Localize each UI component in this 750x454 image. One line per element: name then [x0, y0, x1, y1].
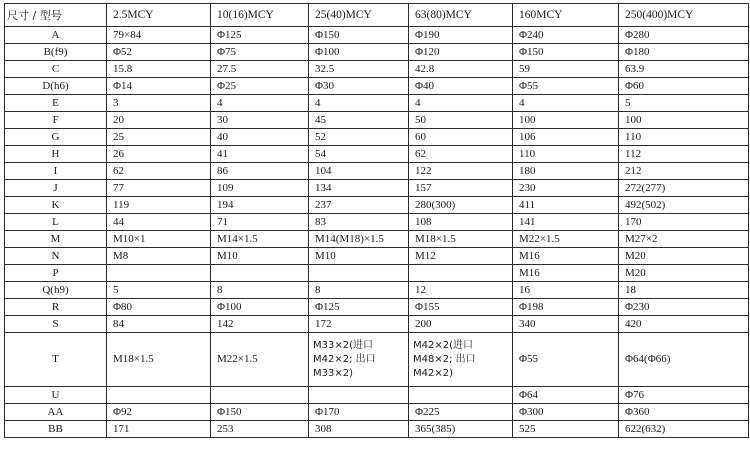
table-cell: 27.5: [211, 61, 309, 78]
table-row: [5, 248, 749, 265]
table-cell: 171: [107, 421, 211, 438]
table-cell: 106: [513, 129, 619, 146]
table-cell: 411: [513, 197, 619, 214]
table-row: [5, 282, 749, 299]
table-cell: [107, 387, 211, 404]
row-label: D(h6): [5, 78, 107, 95]
table-row: [5, 78, 749, 95]
table-cell: 63.9: [619, 61, 749, 78]
table-row: [5, 112, 749, 129]
table-row: [5, 231, 749, 248]
table-cell: 200: [409, 316, 513, 333]
table-cell: 142: [211, 316, 309, 333]
row-label: E: [5, 95, 107, 112]
table-cell: Φ150: [513, 44, 619, 61]
dimension-table: [4, 3, 749, 438]
table-cell: 42.8: [409, 61, 513, 78]
table-cell: 3: [107, 95, 211, 112]
table-row: [5, 404, 749, 421]
table-cell: 60: [409, 129, 513, 146]
table-cell: 112: [619, 146, 749, 163]
table-cell: 50: [409, 112, 513, 129]
model-header: 160MCY: [513, 4, 619, 27]
table-cell: M14×1.5: [211, 231, 309, 248]
table-cell: 71: [211, 214, 309, 231]
table-cell: M14(M18)×1.5: [309, 231, 409, 248]
table-cell: Φ225: [409, 404, 513, 421]
table-cell: 253: [211, 421, 309, 438]
table-cell: M33×2(进口 M42×2; 出口 M33×2): [309, 333, 409, 387]
table-cell: 272(277): [619, 180, 749, 197]
table-cell: 134: [309, 180, 409, 197]
table-cell: Φ55: [513, 78, 619, 95]
table-row: [5, 333, 749, 387]
table-cell: Φ280: [619, 27, 749, 44]
row-label: P: [5, 265, 107, 282]
table-cell: 15.8: [107, 61, 211, 78]
model-header: 63(80)MCY: [409, 4, 513, 27]
table-cell: 340: [513, 316, 619, 333]
row-label: G: [5, 129, 107, 146]
table-cell: [211, 387, 309, 404]
row-label: L: [5, 214, 107, 231]
table-cell: 110: [619, 129, 749, 146]
table-cell: [409, 387, 513, 404]
model-header: 25(40)MCY: [309, 4, 409, 27]
row-label: AA: [5, 404, 107, 421]
row-label: F: [5, 112, 107, 129]
table-row: [5, 61, 749, 78]
table-cell: 170: [619, 214, 749, 231]
table-cell: M18×1.5: [409, 231, 513, 248]
row-label: N: [5, 248, 107, 265]
table-cell: 157: [409, 180, 513, 197]
row-label: I: [5, 163, 107, 180]
model-header: 10(16)MCY: [211, 4, 309, 27]
table-cell: Φ75: [211, 44, 309, 61]
table-cell: 212: [619, 163, 749, 180]
table-cell: 41: [211, 146, 309, 163]
table-cell: M42×2(进口 M48×2; 出口 M42×2): [409, 333, 513, 387]
row-label: C: [5, 61, 107, 78]
table-cell: 8: [309, 282, 409, 299]
table-cell: Φ120: [409, 44, 513, 61]
table-cell: 194: [211, 197, 309, 214]
table-row: [5, 299, 749, 316]
table-row: [5, 44, 749, 61]
table-cell: Φ300: [513, 404, 619, 421]
table-cell: [309, 265, 409, 282]
table-body: [5, 27, 749, 438]
table-cell: Φ190: [409, 27, 513, 44]
table-cell: 122: [409, 163, 513, 180]
table-cell: 180: [513, 163, 619, 180]
table-cell: Φ230: [619, 299, 749, 316]
table-cell: Φ125: [309, 299, 409, 316]
table-cell: 8: [211, 282, 309, 299]
row-label: K: [5, 197, 107, 214]
table-cell: M16: [513, 248, 619, 265]
table-cell: 32.5: [309, 61, 409, 78]
table-cell: 4: [513, 95, 619, 112]
table-cell: 4: [409, 95, 513, 112]
table-cell: Φ170: [309, 404, 409, 421]
table-row: [5, 27, 749, 44]
table-cell: M10: [211, 248, 309, 265]
table-cell: M20: [619, 248, 749, 265]
row-label: Q(h9): [5, 282, 107, 299]
table-cell: Φ30: [309, 78, 409, 95]
table-cell: 525: [513, 421, 619, 438]
table-cell: 365(385): [409, 421, 513, 438]
table-cell: 12: [409, 282, 513, 299]
dimension-sheet: [4, 3, 748, 452]
row-label: S: [5, 316, 107, 333]
table-row: [5, 95, 749, 112]
table-row: [5, 163, 749, 180]
table-cell: 5: [107, 282, 211, 299]
table-row: [5, 146, 749, 163]
table-cell: 45: [309, 112, 409, 129]
table-cell: 141: [513, 214, 619, 231]
table-cell: 30: [211, 112, 309, 129]
model-header: 250(400)MCY: [619, 4, 749, 27]
table-cell: M16: [513, 265, 619, 282]
table-cell: 62: [409, 146, 513, 163]
table-cell: 108: [409, 214, 513, 231]
table-cell: 4: [211, 95, 309, 112]
table-row: [5, 387, 749, 404]
table-cell: 16: [513, 282, 619, 299]
table-row: [5, 129, 749, 146]
table-cell: 237: [309, 197, 409, 214]
table-cell: Φ100: [309, 44, 409, 61]
table-cell: 5: [619, 95, 749, 112]
table-row: [5, 214, 749, 231]
table-cell: Φ60: [619, 78, 749, 95]
table-cell: 109: [211, 180, 309, 197]
table-cell: 4: [309, 95, 409, 112]
table-cell: 308: [309, 421, 409, 438]
table-cell: 83: [309, 214, 409, 231]
table-cell: 86: [211, 163, 309, 180]
table-cell: 40: [211, 129, 309, 146]
table-cell: Φ25: [211, 78, 309, 95]
table-cell: 492(502): [619, 197, 749, 214]
table-cell: 25: [107, 129, 211, 146]
row-label: BB: [5, 421, 107, 438]
table-cell: Φ150: [211, 404, 309, 421]
table-cell: M22×1.5: [513, 231, 619, 248]
row-label: B(f9): [5, 44, 107, 61]
table-cell: 59: [513, 61, 619, 78]
table-cell: Φ52: [107, 44, 211, 61]
table-cell: [309, 387, 409, 404]
table-row: [5, 316, 749, 333]
table-cell: M10×1: [107, 231, 211, 248]
table-cell: Φ360: [619, 404, 749, 421]
table-cell: Φ198: [513, 299, 619, 316]
table-cell: 77: [107, 180, 211, 197]
table-cell: 100: [513, 112, 619, 129]
table-cell: [211, 265, 309, 282]
table-cell: Φ155: [409, 299, 513, 316]
table-cell: 44: [107, 214, 211, 231]
row-label: T: [5, 333, 107, 387]
table-cell: M10: [309, 248, 409, 265]
row-label: M: [5, 231, 107, 248]
table-cell: Φ92: [107, 404, 211, 421]
table-cell: Φ76: [619, 387, 749, 404]
table-cell: Φ80: [107, 299, 211, 316]
table-cell: 622(632): [619, 421, 749, 438]
table-cell: Φ100: [211, 299, 309, 316]
row-label: A: [5, 27, 107, 44]
model-header: 2.5MCY: [107, 4, 211, 27]
row-label: U: [5, 387, 107, 404]
table-cell: 54: [309, 146, 409, 163]
table-cell: 52: [309, 129, 409, 146]
table-cell: 79×84: [107, 27, 211, 44]
table-cell: 20: [107, 112, 211, 129]
corner-header: 尺寸 / 型号: [5, 4, 107, 27]
table-cell: M27×2: [619, 231, 749, 248]
table-row: [5, 421, 749, 438]
table-cell: 104: [309, 163, 409, 180]
row-label: H: [5, 146, 107, 163]
table-cell: [107, 265, 211, 282]
table-row: [5, 180, 749, 197]
table-cell: [409, 265, 513, 282]
table-cell: 280(300): [409, 197, 513, 214]
table-cell: 62: [107, 163, 211, 180]
table-cell: 100: [619, 112, 749, 129]
table-cell: Φ55: [513, 333, 619, 387]
table-cell: Φ125: [211, 27, 309, 44]
table-cell: Φ40: [409, 78, 513, 95]
table-cell: M8: [107, 248, 211, 265]
table-cell: 84: [107, 316, 211, 333]
table-cell: M20: [619, 265, 749, 282]
table-cell: M12: [409, 248, 513, 265]
header-row: [5, 4, 749, 27]
table-cell: 172: [309, 316, 409, 333]
table-cell: 119: [107, 197, 211, 214]
table-cell: M18×1.5: [107, 333, 211, 387]
table-cell: 230: [513, 180, 619, 197]
table-row: [5, 197, 749, 214]
table-cell: Φ150: [309, 27, 409, 44]
table-cell: Φ14: [107, 78, 211, 95]
table-cell: Φ180: [619, 44, 749, 61]
row-label: J: [5, 180, 107, 197]
table-cell: Φ64: [513, 387, 619, 404]
table-row: [5, 265, 749, 282]
table-cell: Φ64(Φ66): [619, 333, 749, 387]
table-cell: 420: [619, 316, 749, 333]
table-cell: M22×1.5: [211, 333, 309, 387]
row-label: R: [5, 299, 107, 316]
table-cell: 110: [513, 146, 619, 163]
table-cell: 26: [107, 146, 211, 163]
table-cell: 18: [619, 282, 749, 299]
table-cell: Φ240: [513, 27, 619, 44]
